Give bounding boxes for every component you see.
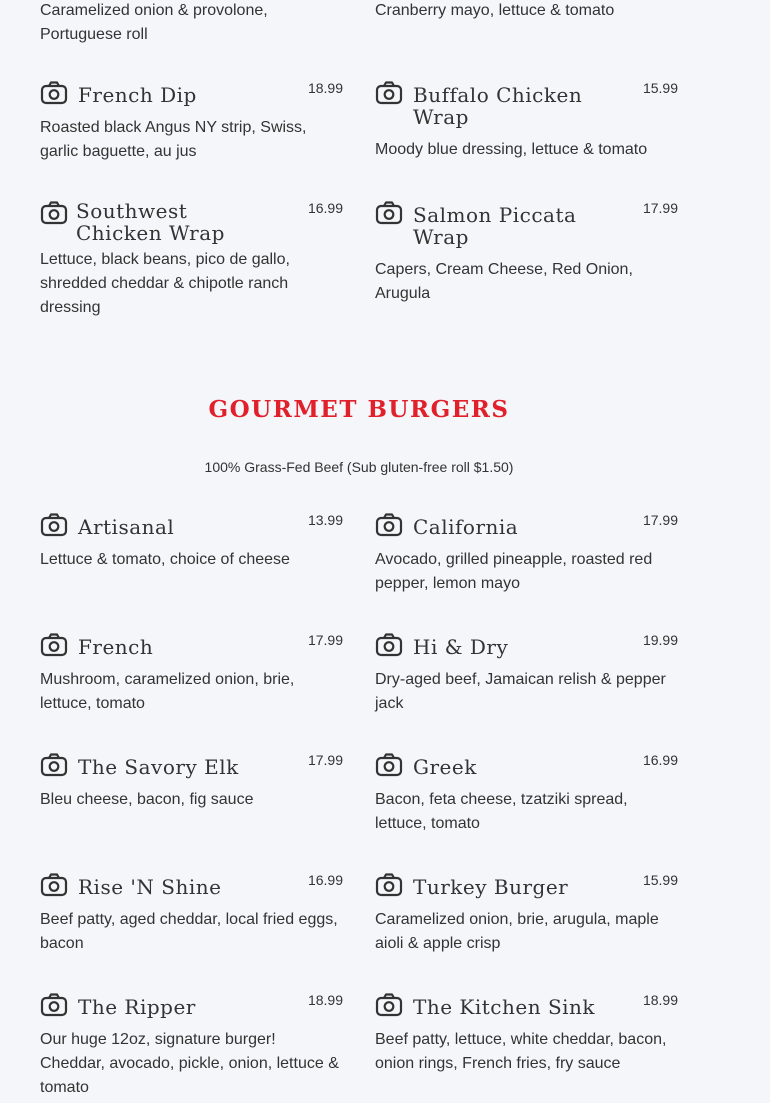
item-name: California xyxy=(413,515,519,539)
item-description: Avocado, grilled pineapple, roasted red pepper, lemon mayo xyxy=(375,551,653,592)
item-name: Southwest Chicken Wrap xyxy=(76,199,225,245)
item-price: 17.99 xyxy=(307,632,343,648)
item-name: French xyxy=(78,635,154,659)
menu-item-turkey-burger xyxy=(375,872,680,956)
camera-icon[interactable] xyxy=(375,872,403,898)
item-description: Moody blue dressing, lettuce & tomato xyxy=(375,141,648,158)
item-name: Turkey Burger xyxy=(413,875,569,899)
menu-item-greek xyxy=(375,752,680,836)
item-price: 16.99 xyxy=(307,872,343,888)
camera-icon[interactable] xyxy=(375,80,403,106)
item-price: 16.99 xyxy=(642,752,678,768)
item-description: Caramelized onion, brie, arugula, maple aioli & apple crisp xyxy=(375,911,659,952)
item-price: 18.99 xyxy=(307,80,343,96)
item-description: Bacon, feta cheese, tzatziki spread, lettuce, tomato xyxy=(375,791,628,832)
menu-item-southwest-chicken-wrap xyxy=(40,200,345,320)
item-description: Our huge 12oz, signature burger! Cheddar, avocado, pickle, onion, lettuce & tomato xyxy=(40,1031,339,1096)
camera-icon[interactable] xyxy=(375,512,403,538)
item-name: Hi & Dry xyxy=(413,635,509,659)
item-description: Mushroom, caramelized onion, brie, lettuce, tomato xyxy=(40,671,295,712)
item-description: Roasted black Angus NY strip, Swiss, garlic baguette, au jus xyxy=(40,119,307,160)
menu-item-california xyxy=(375,512,680,596)
camera-icon[interactable] xyxy=(375,200,403,226)
item-price: 18.99 xyxy=(642,992,678,1008)
menu-item-the-savory-elk xyxy=(40,752,345,812)
item-description: Capers, Cream Cheese, Red Onion, Arugula xyxy=(375,261,633,302)
item-price: 17.99 xyxy=(642,200,678,216)
item-price: 19.99 xyxy=(642,632,678,648)
item-name: The Ripper xyxy=(78,995,196,1019)
menu-item-hi-and-dry xyxy=(375,632,680,716)
camera-icon[interactable] xyxy=(375,752,403,778)
camera-icon[interactable] xyxy=(40,632,68,658)
menu-item-buffalo-chicken-wrap xyxy=(375,80,680,162)
camera-icon[interactable] xyxy=(40,512,68,538)
item-description: Lettuce & tomato, choice of cheese xyxy=(40,551,290,568)
item-name: French Dip xyxy=(78,83,197,107)
item-name: The Kitchen Sink xyxy=(413,995,596,1019)
item-name: Salmon Piccata Wrap xyxy=(413,203,577,249)
camera-icon[interactable] xyxy=(375,632,403,658)
item-description: Caramelized onion & provolone, Portuguese roll xyxy=(40,2,268,43)
item-description: Cranberry mayo, lettuce & tomato xyxy=(375,2,615,19)
item-name: The Savory Elk xyxy=(78,755,239,779)
menu-item-french-dip xyxy=(40,80,345,164)
item-price: 18.99 xyxy=(307,992,343,1008)
menu-item-rise-n-shine xyxy=(40,872,345,956)
camera-icon[interactable] xyxy=(40,80,68,106)
camera-icon[interactable] xyxy=(375,992,403,1018)
item-name: Artisanal xyxy=(78,515,175,539)
item-price: 13.99 xyxy=(307,512,343,528)
item-name: Buffalo Chicken Wrap xyxy=(413,83,583,129)
item-name: Rise 'N Shine xyxy=(78,875,222,899)
item-name: Greek xyxy=(413,755,477,779)
section-title: GOURMET BURGERS xyxy=(208,396,510,423)
item-description: Beef patty, lettuce, white cheddar, bacon, onion rings, French fries, fry sauce xyxy=(375,1031,667,1072)
item-price: 15.99 xyxy=(642,80,678,96)
item-description: Dry-aged beef, Jamaican relish & pepper jack xyxy=(375,671,666,712)
item-price: 17.99 xyxy=(307,752,343,768)
camera-icon[interactable] xyxy=(40,200,68,226)
camera-icon[interactable] xyxy=(40,992,68,1018)
menu-item-artisanal xyxy=(40,512,345,572)
section-subtitle: 100% Grass-Fed Beef (Sub gluten-free roll $1.50) xyxy=(204,459,514,475)
item-price: 17.99 xyxy=(642,512,678,528)
item-description: Beef patty, aged cheddar, local fried eggs, bacon xyxy=(40,911,338,952)
camera-icon[interactable] xyxy=(40,872,68,898)
menu-item-the-ripper xyxy=(40,992,345,1100)
item-description: Bleu cheese, bacon, fig sauce xyxy=(40,791,254,808)
menu-item-french xyxy=(40,632,345,716)
item-price: 16.99 xyxy=(307,200,343,216)
item-price: 15.99 xyxy=(642,872,678,888)
camera-icon[interactable] xyxy=(40,752,68,778)
item-description: Lettuce, black beans, pico de gallo, shredded cheddar & chipotle ranch dressing xyxy=(40,251,290,316)
menu-item-salmon-piccata-wrap xyxy=(375,200,680,306)
menu-item-the-kitchen-sink xyxy=(375,992,680,1076)
